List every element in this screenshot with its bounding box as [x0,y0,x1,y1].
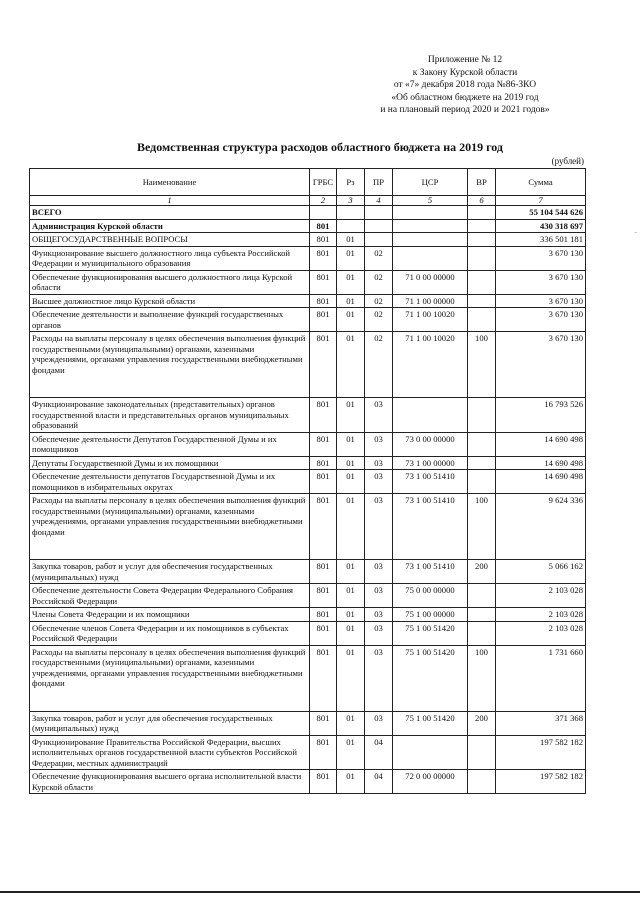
column-number: 4 [365,196,393,206]
cell-name: Расходы на выплаты персоналу в целях обеспечения выполнения функций государственными (муниципальными) органами, казенными учреждениями, органами управления государственными внебюджетными фондами [30,332,310,398]
cell-name: Обеспечение функционирования высшего должностного лица Курской области [30,270,310,294]
table-row [30,494,586,560]
cell-sum: 371 368 [496,711,586,735]
header-row [30,169,586,196]
cell-vr [468,270,496,294]
cell-rz [337,206,365,220]
column-number-row [30,196,586,206]
table-row [30,584,586,608]
cell-grbs: 801 [310,294,337,308]
cell-vr [468,432,496,456]
cell-grbs: 801 [310,621,337,645]
cell-rz: 01 [337,494,365,560]
table-row [30,246,586,270]
cell-sum: 5 066 162 [496,560,586,584]
cell-pr: 03 [365,711,393,735]
table-row [30,219,586,233]
cell-pr: 03 [365,432,393,456]
cell-vr [468,735,496,770]
cell-pr: 03 [365,584,393,608]
cell-csr [393,735,468,770]
approval-block [360,54,570,117]
cell-csr: 75 1 00 00000 [393,608,468,622]
table-row [30,270,586,294]
cell-csr [393,219,468,233]
cell-csr [393,398,468,433]
cell-grbs: 801 [310,270,337,294]
cell-pr: 02 [365,294,393,308]
cell-sum: 1 731 660 [496,645,586,711]
cell-csr: 73 1 00 00000 [393,456,468,470]
cell-grbs: 801 [310,246,337,270]
cell-name: ОБЩЕГОСУДАРСТВЕННЫЕ ВОПРОСЫ [30,233,310,247]
cell-name: Обеспечение деятельности Депутатов Государственной Думы и их помощников [30,432,310,456]
cell-sum: 197 582 182 [496,770,586,794]
cell-grbs: 801 [310,584,337,608]
header-sum: Сумма [496,169,586,196]
table-row [30,711,586,735]
header-grbs: ГРБС [310,169,337,196]
approval-line: Приложение № 12 [427,55,503,65]
approval-line: к Закону Курской области [412,67,518,78]
cell-vr [468,584,496,608]
cell-vr [468,233,496,247]
cell-grbs: 801 [310,219,337,233]
cell-pr: 03 [365,494,393,560]
cell-name: Администрация Курской области [30,219,310,233]
cell-name: Обеспечение деятельности и выполнение функций государственных органов [30,308,310,332]
cell-pr: 02 [365,308,393,332]
cell-csr: 71 1 00 10020 [393,308,468,332]
table-row [30,456,586,470]
cell-vr: 100 [468,494,496,560]
cell-rz: 01 [337,645,365,711]
cell-csr: 73 1 00 51410 [393,470,468,494]
cell-sum: 9 624 336 [496,494,586,560]
cell-grbs: 801 [310,233,337,247]
cell-csr: 73 0 00 00000 [393,432,468,456]
cell-name: ВСЕГО [30,206,310,220]
header-vr: ВР [468,169,496,196]
cell-csr: 71 1 00 10020 [393,332,468,398]
table-row [30,206,586,220]
cell-name: Обеспечение членов Совета Федерации и их помощников в субъектах Российской Федерации [30,621,310,645]
cell-rz: 01 [337,711,365,735]
cell-name: Расходы на выплаты персоналу в целях обеспечения выполнения функций государственными (муниципальными) органами, казенными учреждениями, органами управления государственными внебюджетными фондами [30,645,310,711]
cell-sum: 55 104 544 626 [496,206,586,220]
table-row [30,294,586,308]
cell-sum: 430 318 697 [496,219,586,233]
cell-csr: 75 1 00 51420 [393,711,468,735]
cell-grbs: 801 [310,332,337,398]
cell-grbs: 801 [310,398,337,433]
table-row [30,432,586,456]
cell-grbs: 801 [310,456,337,470]
cell-rz: 01 [337,621,365,645]
cell-sum: 3 670 130 [496,246,586,270]
column-number: 2 [310,196,337,206]
cell-pr: 02 [365,332,393,398]
cell-pr: 03 [365,645,393,711]
cell-vr [468,206,496,220]
cell-rz: 01 [337,584,365,608]
cell-grbs: 801 [310,735,337,770]
cell-vr [468,621,496,645]
cell-csr [393,206,468,220]
cell-pr [365,219,393,233]
cell-name: Функционирование Правительства Российской Федерации, высших исполнительных органов государственной власти субъектов Российской Федерации, местных администраций [30,735,310,770]
cell-vr [468,398,496,433]
cell-grbs: 801 [310,494,337,560]
cell-csr: 75 1 00 51420 [393,621,468,645]
column-number: 6 [468,196,496,206]
header-csr: ЦСР [393,169,468,196]
header-pr: ПР [365,169,393,196]
cell-rz: 01 [337,233,365,247]
cell-name: Депутаты Государственной Думы и их помощники [30,456,310,470]
cell-csr [393,246,468,270]
cell-name: Члены Совета Федерации и их помощники [30,608,310,622]
cell-sum: 2 103 028 [496,608,586,622]
cell-sum: 14 690 498 [496,456,586,470]
cell-pr: 04 [365,770,393,794]
cell-vr [468,456,496,470]
cell-sum: 2 103 028 [496,584,586,608]
cell-grbs: 801 [310,711,337,735]
cell-rz: 01 [337,270,365,294]
cell-sum: 3 670 130 [496,270,586,294]
cell-csr: 71 0 00 00000 [393,270,468,294]
cell-vr: 200 [468,560,496,584]
cell-vr [468,770,496,794]
cell-name: Закупка товаров, работ и услуг для обеспечения государственных (муниципальных) нужд [30,560,310,584]
expenditure-table [29,168,586,794]
cell-pr [365,233,393,247]
cell-rz: 01 [337,398,365,433]
cell-rz: 01 [337,770,365,794]
cell-pr: 04 [365,735,393,770]
cell-rz: 01 [337,246,365,270]
cell-csr: 75 0 00 00000 [393,584,468,608]
margin-mark: ' [629,232,638,234]
cell-name: Обеспечение деятельности депутатов Государственной Думы и их помощников в избирательных округах [30,470,310,494]
cell-vr: 100 [468,645,496,711]
cell-name: Функционирование высшего должностного лица субъекта Российской Федерации и муниципального образования [30,246,310,270]
cell-pr: 03 [365,398,393,433]
cell-sum: 2 103 028 [496,621,586,645]
cell-pr: 02 [365,270,393,294]
cell-csr: 73 1 00 51410 [393,560,468,584]
cell-csr: 71 1 00 00000 [393,294,468,308]
cell-pr: 03 [365,621,393,645]
approval-line: «Об областном бюджете на 2019 год [391,92,539,103]
cell-sum: 3 670 130 [496,332,586,398]
cell-grbs: 801 [310,560,337,584]
header-rz: Рз [337,169,365,196]
cell-name: Расходы на выплаты персоналу в целях обеспечения выполнения функций государственными (муниципальными) органами, казенными учреждениями, органами управления государственными внебюджетными фондами [30,494,310,560]
table-row [30,308,586,332]
cell-vr [468,308,496,332]
column-number: 1 [30,196,310,206]
cell-sum: 3 670 130 [496,308,586,332]
cell-pr: 03 [365,608,393,622]
table-row [30,770,586,794]
table-row [30,233,586,247]
column-number: 3 [337,196,365,206]
cell-name: Закупка товаров, работ и услуг для обеспечения государственных (муниципальных) нужд [30,711,310,735]
table-row [30,470,586,494]
cell-name: Обеспечение деятельности Совета Федерации Федерального Собрания Российской Федерации [30,584,310,608]
cell-vr [468,608,496,622]
cell-vr: 200 [468,711,496,735]
table-row [30,735,586,770]
cell-name: Высшее должностное лицо Курской области [30,294,310,308]
cell-vr [468,470,496,494]
cell-grbs: 801 [310,645,337,711]
cell-vr [468,246,496,270]
cell-rz: 01 [337,432,365,456]
cell-rz: 01 [337,332,365,398]
table-row [30,398,586,433]
cell-rz [337,219,365,233]
cell-rz: 01 [337,308,365,332]
approval-line: и на плановый период 2020 и 2021 годов» [380,105,550,115]
cell-name: Обеспечение функционирования высшего органа исполнительной власти Курской области [30,770,310,794]
cell-pr: 03 [365,470,393,494]
document-title: Ведомственная структура расходов областного бюджета на 2019 год [136,140,503,154]
column-number: 5 [393,196,468,206]
cell-pr: 02 [365,246,393,270]
cell-csr: 75 1 00 51420 [393,645,468,711]
cell-sum: 16 793 526 [496,398,586,433]
cell-vr [468,294,496,308]
table-row [30,560,586,584]
cell-rz: 01 [337,470,365,494]
units-label: (рублей) [551,156,584,166]
cell-csr: 72 0 00 00000 [393,770,468,794]
cell-sum: 197 582 182 [496,735,586,770]
cell-pr: 03 [365,456,393,470]
cell-grbs: 801 [310,432,337,456]
cell-grbs [310,206,337,220]
cell-csr [393,233,468,247]
table-body [30,206,586,794]
approval-line: от «7» декабря 2018 года №86-ЗКО [393,80,537,90]
cell-rz: 01 [337,294,365,308]
column-number: 7 [496,196,586,206]
cell-rz: 01 [337,456,365,470]
cell-rz: 01 [337,560,365,584]
cell-grbs: 801 [310,308,337,332]
cell-grbs: 801 [310,608,337,622]
cell-sum: 14 690 498 [496,470,586,494]
cell-sum: 14 690 498 [496,432,586,456]
cell-vr [468,219,496,233]
page-bottom-rule [0,891,640,893]
cell-name: Функционирование законодательных (представительных) органов государственной власти и представительных органов муниципальных образований [30,398,310,433]
cell-sum: 336 501 181 [496,233,586,247]
header-name: Наименование [30,169,310,196]
cell-sum: 3 670 130 [496,294,586,308]
cell-pr: 03 [365,560,393,584]
cell-rz: 01 [337,608,365,622]
table-row [30,332,586,398]
cell-csr: 73 1 00 51410 [393,494,468,560]
cell-pr [365,206,393,220]
table-row [30,608,586,622]
table-row [30,645,586,711]
cell-grbs: 801 [310,770,337,794]
cell-rz: 01 [337,735,365,770]
cell-vr: 100 [468,332,496,398]
cell-grbs: 801 [310,470,337,494]
table-row [30,621,586,645]
